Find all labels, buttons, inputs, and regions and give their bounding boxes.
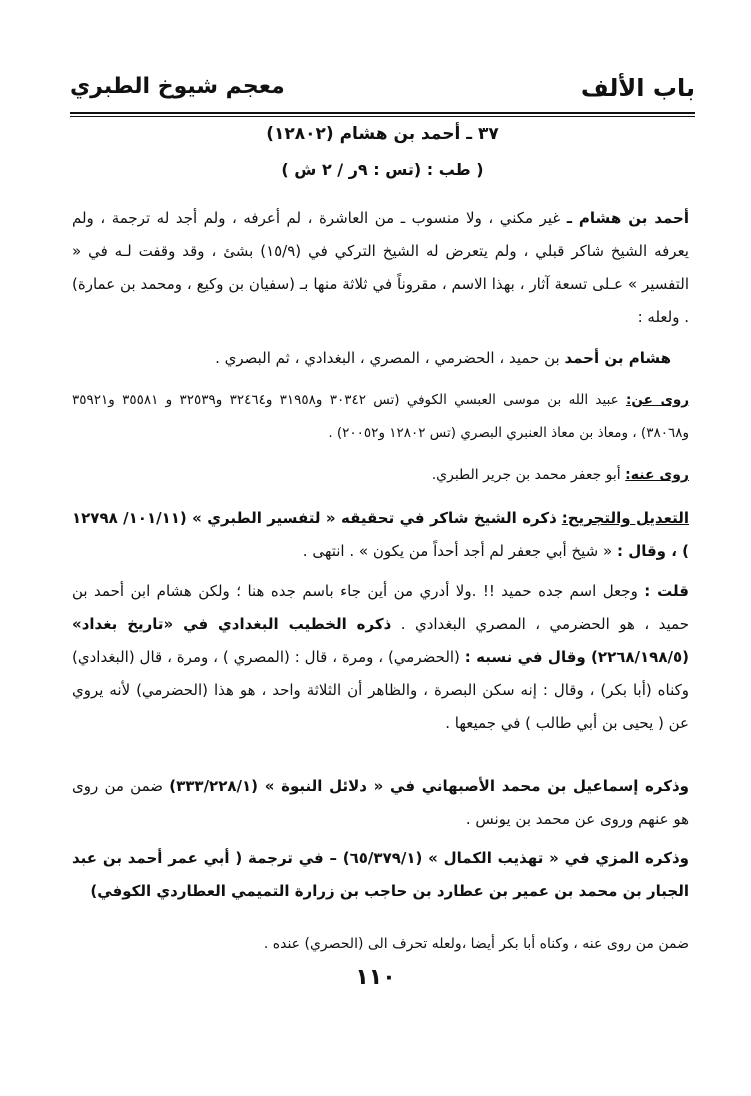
entry-title: ٣٧ ـ أحمد بن هشام (١٢٨٠٢) [266,124,499,144]
paragraph-identification [72,342,671,375]
paragraph-intro [72,202,689,334]
narrated-from-text: عبيد الله بن موسى العبسي الكوفي (تس ٣٠٣٤٢ و٣١٩٥٨ و٣٢٤٦٤ و٣٢٥٣٩ و ٣٥٥٨١ و٣٥٩٢١ و٣٨٠٦٨) ، ومعاذ بن معاذ العنبري البصري (تس ١٢٨٠٢ و٢٠٠٥٢) . [72,392,689,441]
paragraph-assessment [72,502,689,568]
entry-name: أحمد بن هشام ـ [566,209,689,227]
intro-text: غير مكني ، ولا منسوب ـ من العاشرة ، لم أعرفه ، ولم أجد له ترجمة ، ولم يعرفه الشيخ شاكر قبلي ، ولم يتعرض له الشيخ التركي في (١٥/٩) بشئ ، وقد وقفت لـه في « التفسير » عـلى تسعة آثار ، بهذا الاسم ، مقروناً في ثلاثة منها بـ (سفيان بن وكيع ، ومحمد بن عمارة) . ولعله : [72,209,689,326]
section-title: باب الألف [580,74,695,102]
comment-label: قلت : [644,582,689,600]
assessment-label: التعديل والتجريح: [561,509,689,527]
paragraph-closing: ضمن من روى عنه ، وكناه أبا بكر أيضا ،ولعله تحرف الى (الحصري) عنده . [263,936,689,952]
identification-text: بن حميد ، الحضرمي ، المصري ، البغدادي ، ثم البصري . [215,349,560,367]
assessment-source: ذكره الشيخ شاكر في تحقيقه « لتفسير الطبري » (١٠١/١١/ ١٢٧٩٨ ) ، وقال : [72,509,689,560]
header-rule [70,112,695,114]
comment-text-2: (الحضرمي) ، ومرة ، قال : (المصري ) ، ومرة ، قال (البغدادي) وكناه (أبا بكر) ، وقال : إنه سكن البصرة ، والظاهر أن الثلاثة واحد ، هو هذا (الحضرمي) لأنه يروي عن ( يحيى بن أبي طالب ) في جميعها . [72,648,689,732]
entry-code: ( طب : (تس : ٩ر / ٢ ش ) [281,160,484,179]
paragraph-narrated-from [72,384,689,450]
narrated-by-label: روى عنه: [625,467,689,483]
isbahani-source: وذكره إسماعيل بن محمد الأصبهاني في « دلائل النبوة » (٣٣٣/٢٢٨/١) [169,777,689,795]
header-rule-thin [70,116,695,117]
narrated-by-text: أبو جعفر محمد بن جرير الطبري. [431,467,621,483]
paragraph-comment [72,575,689,740]
paragraph-narrated-by [72,459,689,492]
comment-source: ذكره الخطيب البغدادي في «تاريخ بغداد» (٢٢٦٨/١٩٨/٥) وقال في نسبه : [72,615,689,666]
narrated-from-label: روى عن: [626,392,690,408]
page-number: ١١٠ [355,965,396,990]
comment-text-1: وجعل اسم جده حميد !! .ولا أدري من أين جاء باسم جده هنا ؛ ولكن هشام ابن أحمد بن حميد ، هو الحضرمي ، المصري البغدادي . [72,582,689,633]
isbahani-text: ضمن من روى هو عنهم وروى عن محمد بن يونس . [72,777,689,828]
page-header [70,62,695,112]
identified-name: هشام بن أحمد [564,349,671,367]
paragraph-mizzi: وذكره المزي في « تهذيب الكمال » (٦٥/٣٧٩/١) – في ترجمة ( أبي عمر أحمد بن عبد الجبار بن محمد بن عمير بن عطارد بن حاجب بن زرارة التميمي العطاردي الكوفي) [72,849,689,900]
assessment-quote: « شيخ أبي جعفر لم أجد أحداً من يكون » . انتهى . [302,542,613,560]
paragraph-isbahani [72,770,689,836]
book-title: معجم شيوخ الطبري [70,74,285,99]
